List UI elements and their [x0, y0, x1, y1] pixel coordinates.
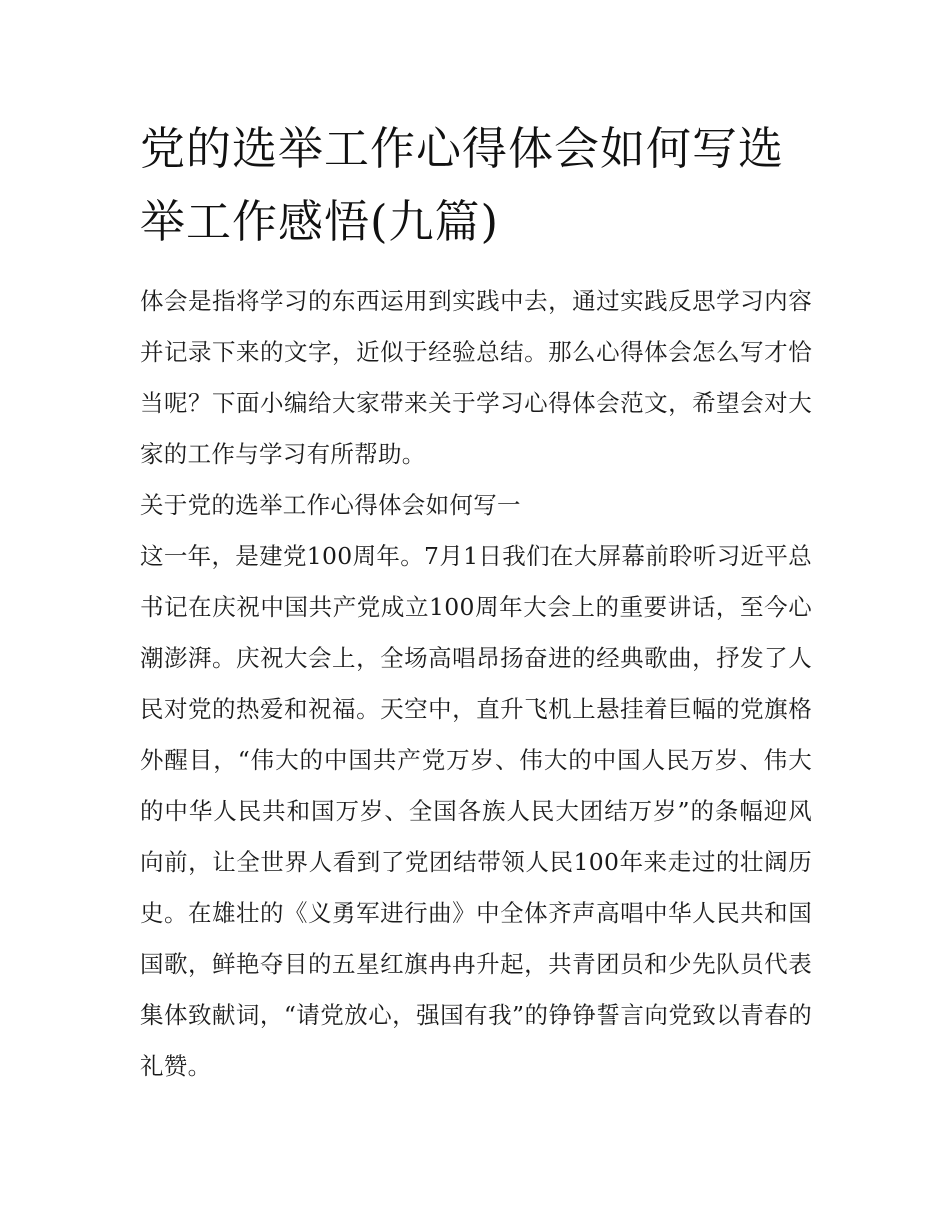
document-content	[140, 112, 812, 1092]
body-paragraph: 这一年，是建党100周年。7月1日我们在大屏幕前聆听习近平总书记在庆祝中国共产党成立100周年大会上的重要讲话，至今心潮澎湃。庆祝大会上，全场高唱昂扬奋进的经典歌曲，抒发了人民对党的热爱和祝福。天空中，直升飞机上悬挂着巨幅的党旗格外醒目，“伟大的中国共产党万岁、伟大的中国人民万岁、伟大的中华人民共和国万岁、全国各族人民大团结万岁”的条幅迎风向前，让全世界人看到了党团结带领人民100年来走过的壮阔历史。在雄壮的《义勇军进行曲》中全体齐声高唱中华人民共和国国歌，鲜艳夺目的五星红旗冉冉升起，共青团员和少先队员代表集体致献词，“请党放心，强国有我”的铮铮誓言向党致以青春的礼赞。	[140, 542, 812, 1080]
intro-paragraph: 体会是指将学习的东西运用到实践中去，通过实践反思学习内容并记录下来的文字，近似于经验总结。那么心得体会怎么写才恰当呢？下面小编给大家带来关于学习心得体会范文，希望会对大家的工作与学习有所帮助。	[140, 287, 812, 468]
section-heading: 关于党的选举工作心得体会如何写一	[140, 491, 521, 519]
document-title: 党的选举工作心得体会如何写选举工作感悟(九篇)	[140, 122, 785, 248]
